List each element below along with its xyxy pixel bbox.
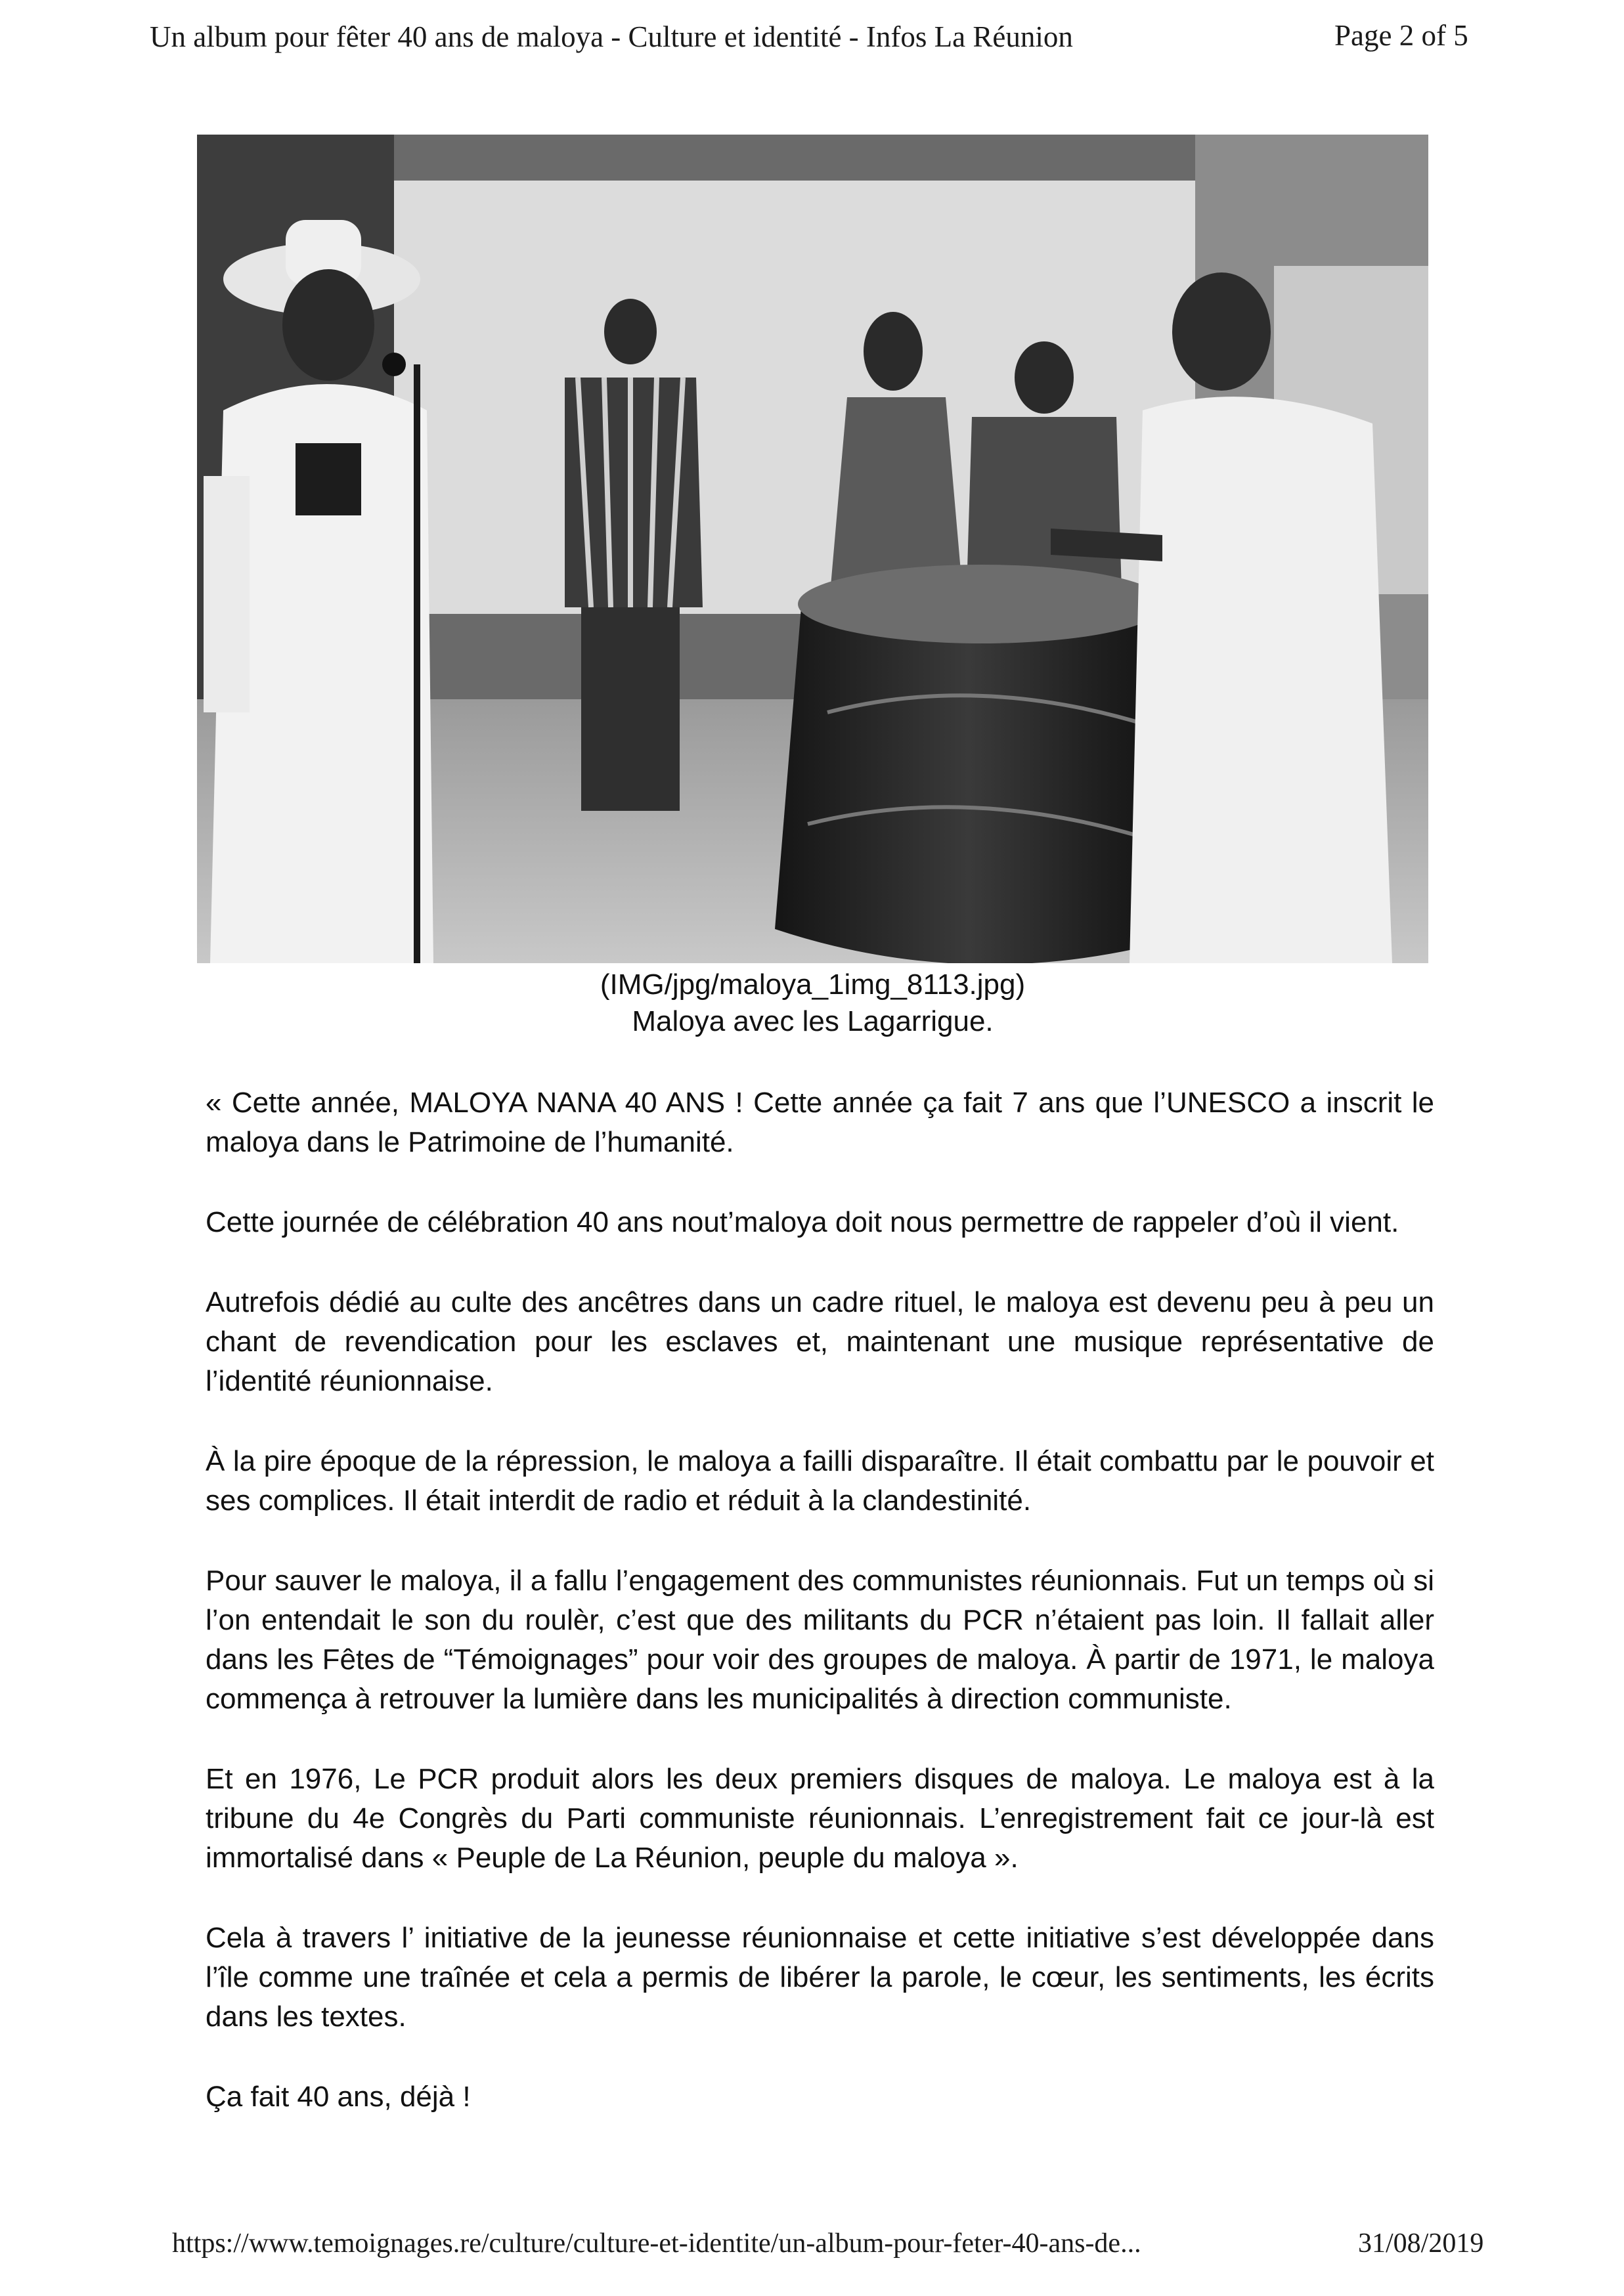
article-paragraph: À la pire époque de la répression, le maloya a failli disparaître. Il était combattu par le pouvoir et ses complices. Il était interdit de radio et réduit à la clandestinité. — [206, 1445, 1434, 1517]
article-paragraph: Pour sauver le maloya, il a fallu l’engagement des communistes réunionnais. Fut un temps où si l’on entendait le son du roulèr, c’est que des militants du PCR n’étaient pas loin. Il fallait aller dans les Fêtes de “Témoignages” pour voir des groupes de maloya. À partir de 1971, le maloya commença à retrouver la lumière dans les municipalités à direction communiste. — [206, 1565, 1434, 1715]
photo-caption-text: Maloya avec les Lagarrigue. — [632, 1005, 994, 1037]
photo-illustration — [197, 135, 1428, 963]
article-paragraph: Autrefois dédié au culte des ancêtres dans un cadre rituel, le maloya est devenu peu à peu un chant de revendication pour les esclaves et, maintenant une musique représentative de l’identité réunionnaise. — [206, 1286, 1434, 1397]
article-paragraph: « Cette année, MALOYA NANA 40 ANS ! Cette année ça fait 7 ans que l’UNESCO a inscrit le maloya dans le Patrimoine de l’humanité. — [206, 1087, 1434, 1158]
footer-url: https://www.temoignages.re/culture/culture-et-identite/un-album-pour-feter-40-ans-de... — [172, 2228, 1141, 2259]
page-header-title: Un album pour fêter 40 ans de maloya - Culture et identité - Infos La Réunion — [150, 20, 1073, 53]
article-paragraph: Et en 1976, Le PCR produit alors les deux premiers disques de maloya. Le maloya est à la tribune du 4e Congrès du Parti communiste réunionnais. L’enregistrement fait ce jour-là est immortalisé dans « Peuple de La Réunion, peuple du maloya ». — [206, 1763, 1434, 1874]
page-number: Page 2 of 5 — [1334, 19, 1468, 52]
footer-date: 31/08/2019 — [1358, 2228, 1484, 2259]
article-body — [206, 1083, 1434, 2157]
article-paragraph: Cela à travers l’ initiative de la jeunesse réunionnaise et cette initiative s’est développée dans l’île comme une traînée et cela a permis de libérer la parole, le cœur, les sentiments, les écrits dans les textes. — [206, 1922, 1434, 2033]
article-paragraph: Ça fait 40 ans, déjà ! — [206, 2081, 471, 2113]
article-photo — [197, 135, 1428, 963]
article-paragraph: Cette journée de célébration 40 ans nout’maloya doit nous permettre de rappeler d’où il vient. — [206, 1206, 1399, 1238]
photo-caption-file: (IMG/jpg/maloya_1img_8113.jpg) — [600, 968, 1026, 1001]
photo-caption — [197, 966, 1428, 1040]
